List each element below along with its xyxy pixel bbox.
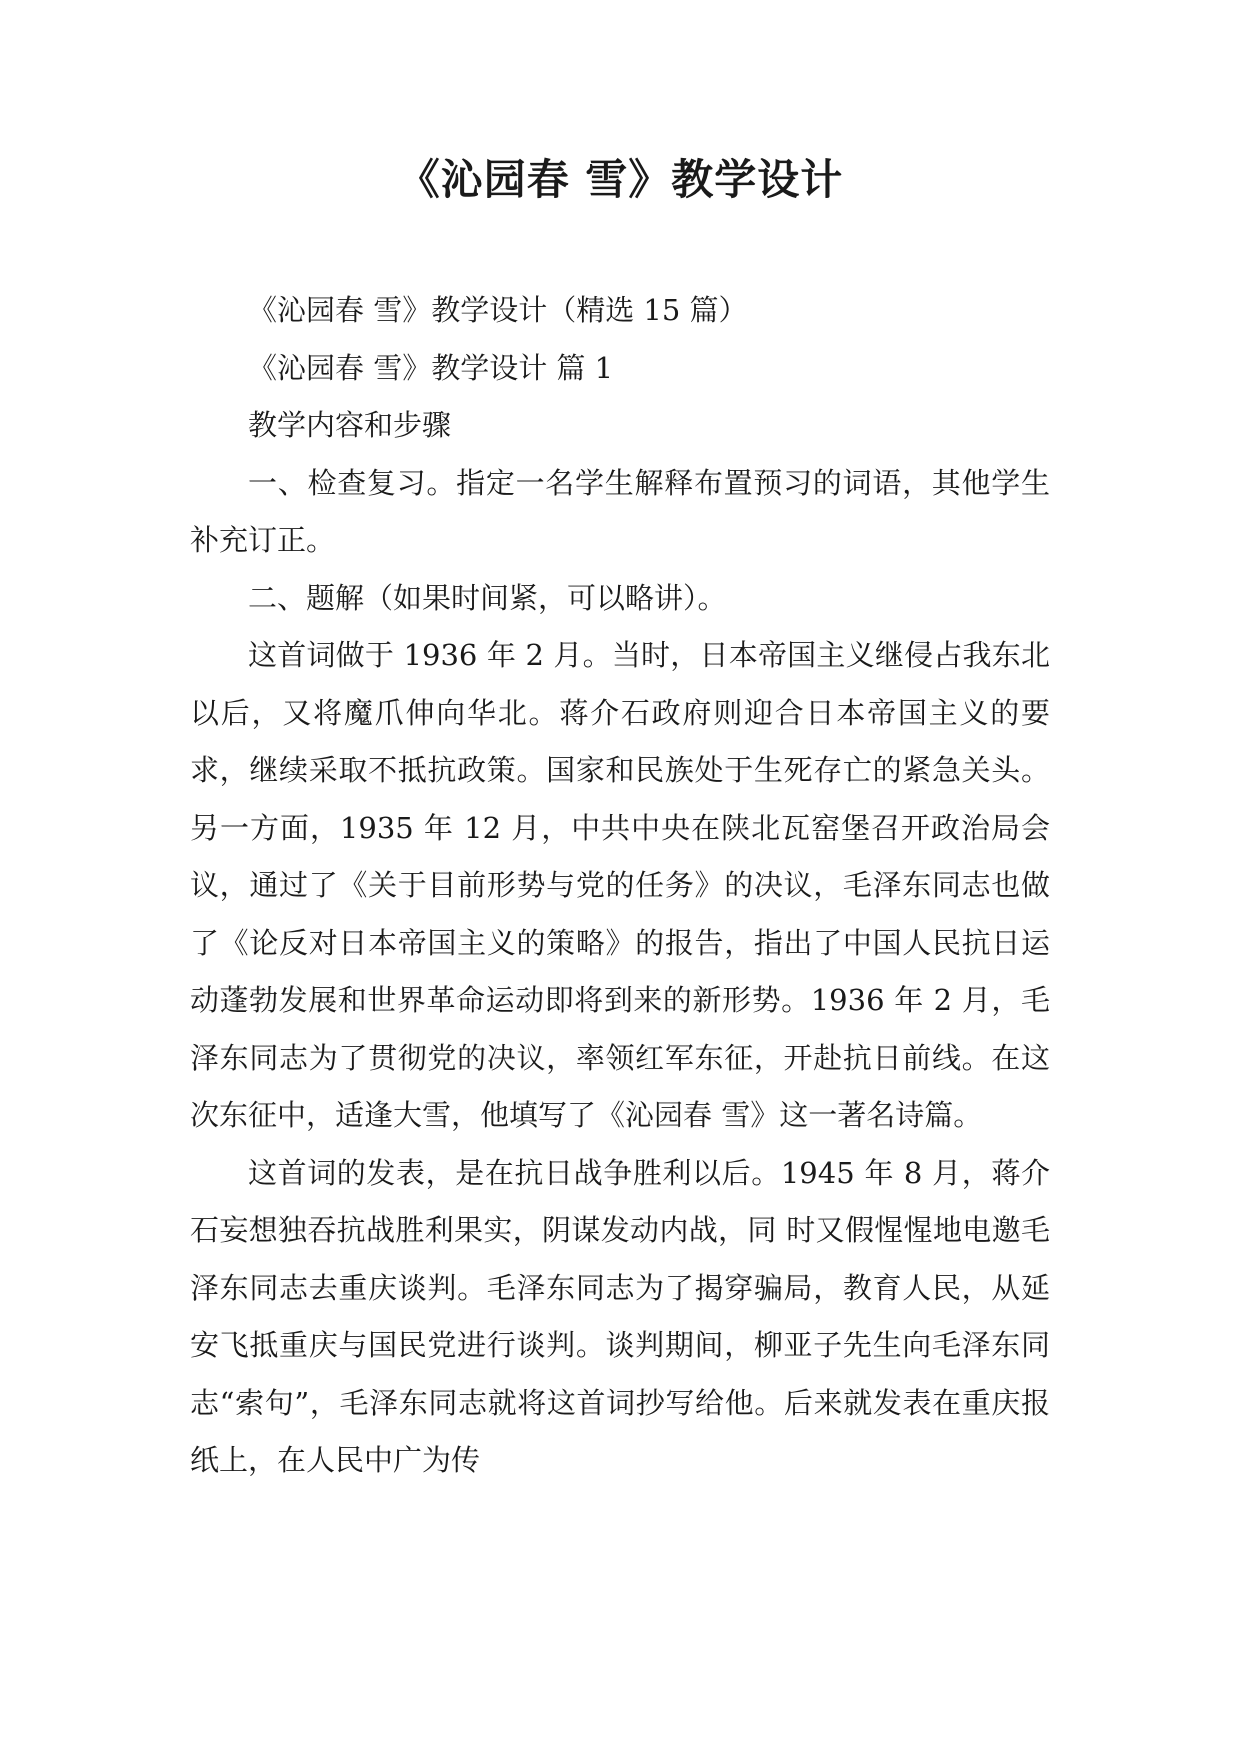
body-paragraph: 这首词的发表，是在抗日战争胜利以后。1945 年 8 月，蒋介石妄想独吞抗战胜利果实，阴谋发动内战，同 时又假惺惺地电邀毛泽东同志去重庆谈判。毛泽东同志为了揭穿骗局，教育人民，从延安飞抵重庆与国民党进行谈判。谈判期间，柳亚子先生向毛泽东同志“索句”，毛泽东同志就将这首词抄写给他。后来就发表在重庆报纸上，在人民中广为传 [190,1155,1050,1477]
content-heading: 教学内容和步骤 [248,408,452,442]
section-heading: 《沁园春 雪》教学设计 篇 1 [248,350,614,385]
body-paragraph: 二、题解（如果时间紧，可以略讲）。 [248,580,727,615]
document-title: 《沁园春 雪》教学设计 [397,155,844,204]
body-paragraph: 这首词做于 1936 年 2 月。当时，日本帝国主义继侵占我东北以后，又将魔爪伸向华北。蒋介石政府则迎合日本帝国主义的要求，继续采取不抵抗政策。国家和民族处于生死存亡的紧急关头。另一方面，1935 年 12 月，中共中央在陕北瓦窑堡召开政治局会议，通过了《关于目前形势与党的任务》的决议，毛泽东同志也做了《论反对日本帝国主义的策略》的报告，指出了中国人民抗日运动蓬勃发展和世界革命运动即将到来的新形势。1936 年 2 月，毛泽东同志为了贯彻党的决议，率领红军东征，开赴抗日前线。在这次东征中，适逢大雪，他填写了《沁园春 雪》这一著名诗篇。 [190,638,1050,1132]
subtitle-collection: 《沁园春 雪》教学设计（精选 15 篇） [248,293,748,327]
body-paragraph: 一、检查复习。指定一名学生解释布置预习的词语，其他学生补充订正。 [190,465,1050,557]
document-body [190,282,1050,1490]
